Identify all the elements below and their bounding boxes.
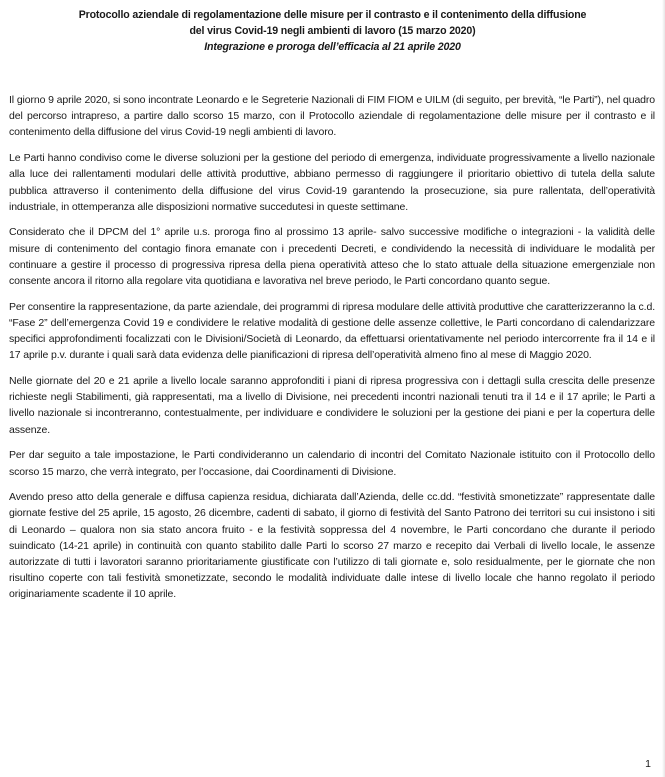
subtitle: Integrazione e proroga dell’efficacia al 21 aprile 2020 bbox=[204, 41, 461, 53]
document-header bbox=[8, 7, 657, 55]
paragraph: Considerato che il DPCM del 1° aprile u.s. proroga fino al prossimo 13 aprile- salvo successive modifiche o integrazioni - la validità delle misure di contenimento del contagio finora emanate con i precedenti Decreti, e condividendo la necessità di individuare le modalità per continuare a gestire il processo di progressiva ripresa della piena operatività atteso che lo stato attuale della situazione emergenziale non consente ancora il ritorno alla regolare vita quotidiana e lavorativa nel breve periodo, le Parti concordano quanto segue. bbox=[9, 226, 655, 288]
paragraph: Il giorno 9 aprile 2020, si sono incontrate Leonardo e le Segreterie Nazionali di FIM FIOM e UILM (di seguito, per brevità, “le Parti”), nel quadro del percorso intrapreso, a partire dallo scorso 15 marzo, con il Protocollo aziendale di regolamentazione delle misure per il contrasto e il contenimento della diffusione del virus Covid-19 negli ambienti di lavoro. bbox=[9, 94, 655, 139]
paragraph: Per consentire la rappresentazione, da parte aziendale, dei programmi di ripresa modulare delle attività produttive che caratterizzeranno la c.d. “Fase 2” dell’emergenza Covid 19 e condividere le relative modalità di gestione delle assenze collettive, le Parti concordano di calendarizzare specifici approfondimenti focalizzati con le Divisioni/Società di Leonardo, da effettuarsi orientativamente nel periodo intercorrente fra il 14 e il 17 aprile p.v. durante i quali sarà data evidenza delle pianificazioni di ripresa dell’operatività almeno fino al mese di Maggio 2020. bbox=[9, 300, 655, 362]
title-line-1: Protocollo aziendale di regolamentazione delle misure per il contrasto e il contenimento della diffusione bbox=[78, 9, 587, 21]
paragraph: Nelle giornate del 20 e 21 aprile a livello locale saranno approfonditi i piani di ripresa progressiva con i dettagli sulla crescita delle presenze richieste negli Stabilimenti, già rappresentati, ma a livello di Divisione, nei precedenti incontri nazionali tenuti tra il 14 e il 17 aprile; le Parti a livello nazionale si incontreranno, contestualmente, per individuare e condividere le soluzioni per la gestione dei piani e per la copertura delle assenze. bbox=[9, 375, 655, 436]
document-body bbox=[9, 92, 655, 612]
title-line-2: del virus Covid-19 negli ambienti di lavoro (15 marzo 2020) bbox=[189, 25, 476, 37]
paragraph: Per dar seguito a tale impostazione, le Parti condivideranno un calendario di incontri del Comitato Nazionale istituito con il Protocollo dello scorso 15 marzo, che verrà integrato, per l’occasione, dai Coordinamenti di Divisione. bbox=[9, 449, 655, 478]
page-number: 1 bbox=[645, 758, 651, 770]
paragraph: Avendo preso atto della generale e diffusa capienza residua, dichiarata dall’Azienda, delle cc.dd. “festività smonetizzate” rappresentate dalle giornate festive del 25 aprile, 15 agosto, 26 dicembre, cadenti di sabato, il giorno di festività del Santo Patrono dei territori su cui insistono i siti di Leonardo – qualora non sia stato ancora fruito - e la festività soppressa del 4 novembre, le Parti concordano che durante il periodo suindicato (14-21 aprile) in continuità con quanto stabilito dalle Parti lo scorso 27 marzo e recepito dai Verbali di livello locale, le assenze autorizzate di tutti i lavoratori saranno prioritariamente giustificate con l’utilizzo di tali giornate e, solo residualmente, per le giornate che non risultino coperte con tali festività smonetizzate, secondo le modalità individuate dalle intese di livello locale che hanno regolato il periodo originariamente scadente il 10 aprile. bbox=[9, 491, 655, 601]
paragraph: Le Parti hanno condiviso come le diverse soluzioni per la gestione del periodo di emergenza, individuate progressivamente a livello nazionale alla luce dei rallentamenti modulari delle attività produttive, abbiano permesso di raggiungere il prioritario obiettivo di tutela della salute pubblica attraverso il contenimento della diffusione del virus Covid-19 garantendo la prosecuzione, sia pure rallentata, dell’operatività industriale, in ottemperanza alle disposizioni normative succedutesi in queste settimane. bbox=[9, 152, 655, 213]
